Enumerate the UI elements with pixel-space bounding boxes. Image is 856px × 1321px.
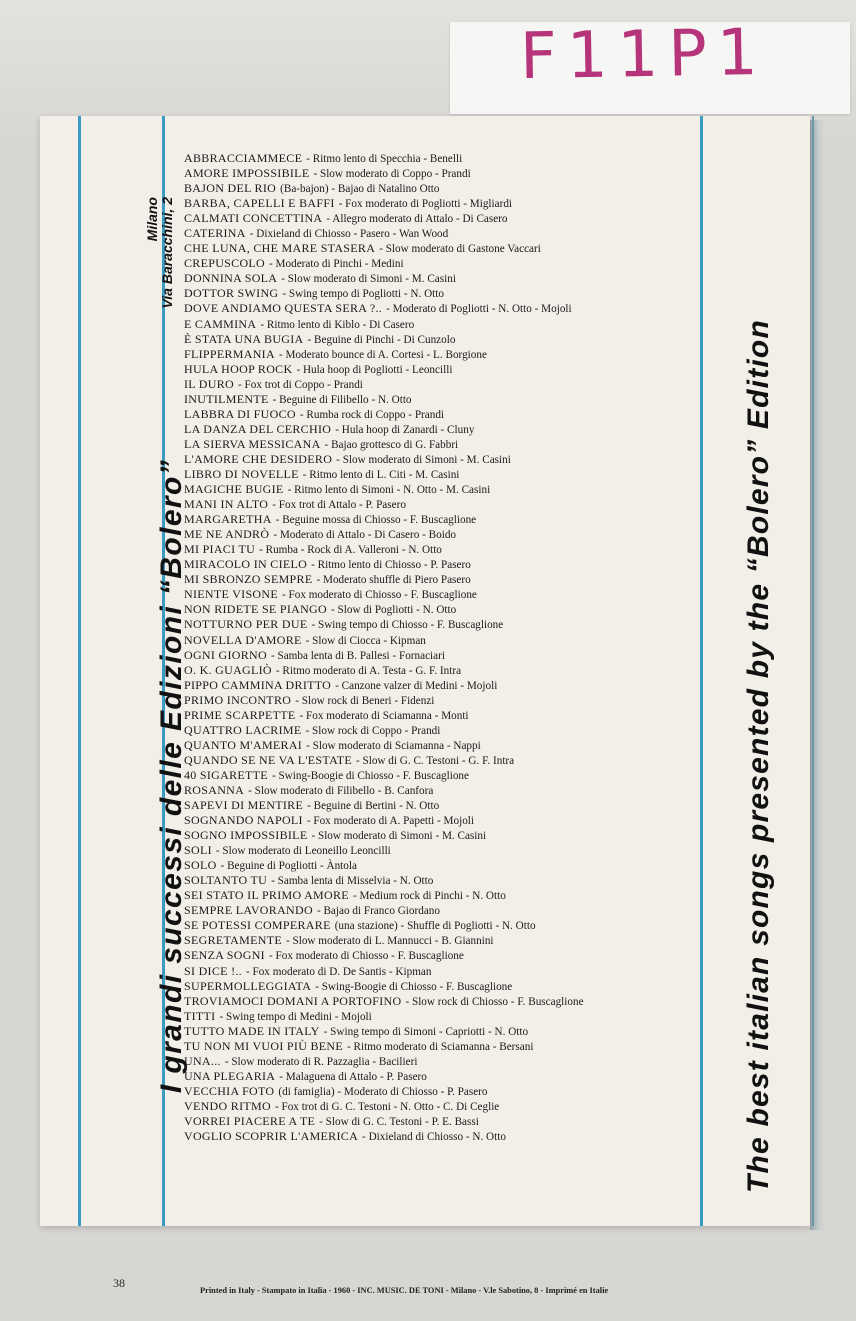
publisher-address bbox=[145, 197, 177, 457]
song-entry bbox=[184, 1024, 724, 1039]
song-details: - Rumba - Rock di A. Valleroni - N. Otto bbox=[259, 544, 442, 557]
song-entry bbox=[184, 497, 724, 512]
song-entry bbox=[184, 557, 724, 572]
song-details: - Ritmo lento di L. Citi - M. Casini bbox=[302, 468, 460, 481]
song-entry bbox=[184, 738, 724, 753]
song-title: SOGNANDO NAPOLI bbox=[184, 813, 303, 828]
song-title: TROVIAMOCI DOMANI A PORTOFINO bbox=[184, 993, 402, 1008]
song-details: - Ritmo moderato di Sciamanna - Bersani bbox=[347, 1040, 534, 1053]
song-title: IL DURO bbox=[184, 376, 234, 391]
song-details: - Slow moderato di Gastone Vaccari bbox=[379, 243, 541, 256]
song-details: - Fox moderato di Chiosso - F. Buscaglione bbox=[282, 589, 477, 602]
song-entry bbox=[184, 587, 724, 602]
song-entry bbox=[184, 648, 724, 663]
song-details: - Samba lenta di Misselvia - N. Otto bbox=[271, 875, 434, 888]
song-title: NON RIDETE SE PIANGO bbox=[184, 602, 327, 617]
song-entry bbox=[184, 964, 724, 979]
song-title: QUATTRO LACRIME bbox=[184, 722, 302, 737]
song-title: QUANDO SE NE VA L'ESTATE bbox=[184, 752, 352, 767]
song-details: - Slow rock di Coppo - Prandi bbox=[305, 724, 441, 737]
song-details: - Allegro moderato di Attalo - Di Casero bbox=[326, 213, 508, 226]
song-title: MANI IN ALTO bbox=[184, 497, 269, 512]
address-city: Milano bbox=[144, 197, 160, 242]
song-details: - Slow moderato di Sciamanna - Nappi bbox=[306, 739, 481, 752]
song-entry bbox=[184, 633, 724, 648]
song-details: - Ritmo lento di Simoni - N. Otto - M. Casini bbox=[287, 484, 491, 497]
song-title: CREPUSCOLO bbox=[184, 256, 266, 271]
song-entry bbox=[184, 572, 724, 587]
song-title: QUANTO M'AMERAI bbox=[184, 737, 303, 752]
song-title: ABBRACCIAMMECE bbox=[184, 151, 303, 165]
song-details: - Hula hoop di Zanardi - Cluny bbox=[335, 423, 475, 436]
song-details: - Fox trot di Coppo - Prandi bbox=[237, 378, 363, 391]
song-entry bbox=[184, 994, 724, 1009]
song-details: - Swing-Boogie di Chiosso - F. Buscaglione bbox=[315, 980, 513, 993]
song-details: (una stazione) - Shuffle di Pogliotti - N. Otto bbox=[334, 920, 536, 933]
song-details: - Bajao di Franco Giordano bbox=[316, 905, 440, 918]
song-details: - Slow moderato di Coppo - Prandi bbox=[313, 168, 471, 181]
song-entry bbox=[184, 768, 724, 783]
song-details: - Beguine mossa di Chiosso - F. Buscaglione bbox=[275, 514, 477, 527]
song-title: DONNINA SOLA bbox=[184, 271, 278, 286]
song-entry bbox=[184, 1069, 724, 1084]
song-title: MI PIACI TU bbox=[184, 542, 256, 557]
song-details: - Canzone valzer di Medini - Mojoli bbox=[335, 679, 498, 692]
song-title: LIBRO DI NOVELLE bbox=[184, 466, 299, 481]
song-title: NOVELLA D'AMORE bbox=[184, 632, 302, 647]
song-details: - Rumba rock di Coppo - Prandi bbox=[299, 408, 445, 421]
song-entry bbox=[184, 1009, 724, 1024]
song-details: - Ritmo lento di Kiblo - Di Casero bbox=[260, 318, 415, 331]
song-title: SOLO bbox=[184, 858, 217, 873]
song-entry bbox=[184, 407, 724, 422]
song-entry bbox=[184, 888, 724, 903]
song-details: - Slow rock di Chiosso - F. Buscaglione bbox=[405, 995, 584, 1008]
song-details: - Fox moderato di Chiosso - F. Buscaglione bbox=[268, 950, 464, 963]
vertical-edition-title: The best italian songs presented by the “Bolero” Edition bbox=[742, 319, 775, 1193]
song-title: SENZA SOGNI bbox=[184, 948, 265, 963]
song-entry bbox=[184, 527, 724, 542]
song-details: - Medium rock di Pinchi - N. Otto bbox=[352, 890, 506, 903]
right-stripe-outer bbox=[812, 116, 814, 1226]
song-title: UNA... bbox=[184, 1053, 221, 1068]
song-entry bbox=[184, 602, 724, 617]
song-details: - Swing tempo di Medini - Mojoli bbox=[219, 1010, 372, 1023]
song-details: - Swing tempo di Simoni - Capriotti - N. Otto bbox=[323, 1025, 529, 1038]
song-details: - Ritmo lento di Specchia - Benelli bbox=[306, 153, 463, 165]
song-details: - Fox trot di G. C. Testoni - N. Otto - C. Di Ceglie bbox=[274, 1100, 500, 1113]
song-title: SEMPRE LAVORANDO bbox=[184, 903, 313, 918]
song-entry bbox=[184, 211, 724, 226]
song-entry bbox=[184, 422, 724, 437]
song-entry bbox=[184, 467, 724, 482]
song-details: - Slow moderato di R. Pazzaglia - Bacilieri bbox=[224, 1055, 418, 1068]
song-title: SUPERMOLLEGGIATA bbox=[184, 978, 312, 993]
song-title: NOTTURNO PER DUE bbox=[184, 617, 308, 632]
song-entry bbox=[184, 181, 724, 196]
song-entry bbox=[184, 858, 724, 873]
song-entry bbox=[184, 933, 724, 948]
song-entry bbox=[184, 979, 724, 994]
song-details: - Beguine di Bertini - N. Otto bbox=[307, 800, 440, 813]
song-entry bbox=[184, 783, 724, 798]
song-details: - Malaguena di Attalo - P. Pasero bbox=[279, 1070, 427, 1083]
song-details: - Beguine di Pogliotti - Àntola bbox=[220, 860, 357, 873]
song-title: CALMATI CONCETTINA bbox=[184, 211, 323, 226]
song-entry bbox=[184, 377, 724, 392]
song-title: INUTILMENTE bbox=[184, 391, 269, 406]
song-details: - Beguine di Pinchi - Di Cunzolo bbox=[307, 333, 456, 346]
song-details: - Fox moderato di D. De Santis - Kipman bbox=[245, 965, 432, 978]
song-title: SAPEVI DI MENTIRE bbox=[184, 798, 304, 813]
printer-footer: Printed in Italy - Stampato in Italia - 1960 - INC. MUSIC. DE TONI - Milano - V.le Sabotino, 8 - Imprimé en Italie bbox=[200, 1286, 609, 1295]
song-title: UNA PLEGARIA bbox=[184, 1068, 276, 1083]
song-details: - Moderato shuffle di Piero Pasero bbox=[316, 574, 471, 587]
song-entry bbox=[184, 512, 724, 527]
song-title: PRIME SCARPETTE bbox=[184, 707, 296, 722]
song-title: CHE LUNA, CHE MARE STASERA bbox=[184, 241, 376, 256]
song-entry bbox=[184, 1039, 724, 1054]
song-details: - Slow di Pogliotti - N. Otto bbox=[331, 604, 457, 617]
song-entry bbox=[184, 226, 724, 241]
song-details: - Slow moderato di Leoneillo Leoncilli bbox=[215, 845, 391, 858]
song-entry bbox=[184, 693, 724, 708]
song-details: - Fox trot di Attalo - P. Pasero bbox=[272, 499, 406, 512]
song-entry bbox=[184, 828, 724, 843]
song-details: - Beguine di Filibello - N. Otto bbox=[272, 393, 412, 406]
song-details: - Slow moderato di L. Mannucci - B. Giannini bbox=[285, 935, 494, 948]
page-number: 38 bbox=[113, 1276, 125, 1290]
song-details: (di famiglia) - Moderato di Chiosso - P. Pasero bbox=[278, 1085, 488, 1098]
song-title: PRIMO INCONTRO bbox=[184, 692, 292, 707]
song-entry bbox=[184, 317, 724, 332]
song-entry bbox=[184, 286, 724, 301]
song-entry bbox=[184, 482, 724, 497]
inventory-code: F11P1 bbox=[519, 15, 769, 95]
song-details: - Moderato di Pinchi - Medini bbox=[269, 258, 404, 271]
vertical-title: I grandi successi delle Edizioni “Bolero” bbox=[155, 458, 188, 1094]
song-entry bbox=[184, 663, 724, 678]
song-details: - Slow rock di Beneri - Fidenzi bbox=[295, 694, 435, 707]
song-title: AMORE IMPOSSIBILE bbox=[184, 166, 310, 181]
song-details: - Slow moderato di Simoni - M. Casini bbox=[311, 830, 487, 843]
song-title: SOLI bbox=[184, 843, 212, 858]
song-details: - Moderato di Pogliotti - N. Otto - Mojoli bbox=[386, 303, 572, 316]
song-details: - Fox moderato di A. Papetti - Mojoli bbox=[306, 815, 475, 828]
song-details: - Swing-Boogie di Chiosso - F. Buscaglione bbox=[271, 769, 469, 782]
song-details: - Slow moderato di Simoni - M. Casini bbox=[281, 273, 456, 286]
song-entry bbox=[184, 903, 724, 918]
song-title: CATERINA bbox=[184, 226, 246, 241]
song-title: DOVE ANDIAMO QUESTA SERA ?.. bbox=[184, 301, 383, 316]
song-title: SOLTANTO TU bbox=[184, 873, 268, 888]
song-entry bbox=[184, 813, 724, 828]
song-details: - Ritmo moderato di A. Testa - G. F. Intra bbox=[275, 664, 462, 677]
song-title: MI SBRONZO SEMPRE bbox=[184, 572, 313, 587]
song-title: O. K. GUAGLIÒ bbox=[184, 662, 272, 677]
song-title: LA DANZA DEL CERCHIO bbox=[184, 421, 332, 436]
song-details: - Slow moderato di Filibello - B. Canfora bbox=[248, 784, 434, 797]
song-details: - Fox moderato di Pogliotti - Migliardi bbox=[338, 198, 513, 211]
song-title: MAGICHE BUGIE bbox=[184, 482, 284, 497]
song-details: - Slow di G. C. Testoni - G. F. Intra bbox=[355, 754, 515, 767]
song-title: VORREI PIACERE A TE bbox=[184, 1114, 316, 1128]
song-entry bbox=[184, 948, 724, 963]
song-title: TITTI bbox=[184, 1008, 216, 1023]
song-entry bbox=[184, 723, 724, 738]
song-details: - Moderato di Attalo - Di Casero - Boido bbox=[273, 529, 457, 542]
address-street: Via Baracchini, 2 bbox=[159, 197, 175, 309]
song-title: LABBRA DI FUOCO bbox=[184, 406, 296, 421]
song-details: - Slow di Ciocca - Kipman bbox=[305, 634, 426, 647]
song-details: - Bajao grottesco di G. Fabbri bbox=[324, 438, 459, 451]
song-entry bbox=[184, 617, 724, 632]
song-title: TUTTO MADE IN ITALY bbox=[184, 1023, 320, 1038]
song-title: È STATA UNA BUGIA bbox=[184, 331, 304, 346]
song-entry bbox=[184, 1084, 724, 1099]
song-title: BARBA, CAPELLI E BAFFI bbox=[184, 196, 335, 211]
song-title: TU NON MI VUOI PIÙ BENE bbox=[184, 1038, 344, 1053]
song-entry bbox=[184, 301, 724, 316]
song-entry bbox=[184, 1114, 724, 1129]
song-title: HULA HOOP ROCK bbox=[184, 361, 293, 376]
song-details: - Samba lenta di B. Pallesi - Fornaciari bbox=[270, 649, 445, 662]
song-title: SEI STATO IL PRIMO AMORE bbox=[184, 888, 349, 903]
song-entry bbox=[184, 452, 724, 467]
song-title: BAJON DEL RIO bbox=[184, 181, 277, 196]
song-title: FLIPPERMANIA bbox=[184, 346, 275, 361]
song-entry bbox=[184, 196, 724, 211]
song-entry bbox=[184, 332, 724, 347]
song-title: VECCHIA FOTO bbox=[184, 1083, 275, 1098]
song-entry bbox=[184, 873, 724, 888]
song-title: NIENTE VISONE bbox=[184, 587, 278, 602]
song-list bbox=[184, 151, 724, 1144]
song-entry bbox=[184, 362, 724, 377]
song-details: - Dixieland di Chiosso - Pasero - Wan Wood bbox=[249, 228, 449, 241]
song-title: SOGNO IMPOSSIBILE bbox=[184, 828, 308, 843]
song-details: - Ritmo lento di Chiosso - P. Pasero bbox=[311, 559, 471, 572]
song-title: ROSANNA bbox=[184, 782, 245, 797]
song-title: E CAMMINA bbox=[184, 316, 257, 331]
song-title: DOTTOR SWING bbox=[184, 286, 279, 301]
song-entry bbox=[184, 347, 724, 362]
song-details: (Ba-bajon) - Bajao di Natalino Otto bbox=[280, 183, 440, 196]
song-title: 40 SIGARETTE bbox=[184, 767, 268, 782]
song-entry bbox=[184, 1054, 724, 1069]
song-entry bbox=[184, 678, 724, 693]
song-title: MARGARETHA bbox=[184, 512, 272, 527]
song-entry bbox=[184, 843, 724, 858]
song-details: - Swing tempo di Pogliotti - N. Otto bbox=[282, 288, 444, 301]
song-entry bbox=[184, 241, 724, 256]
song-details: - Hula hoop di Pogliotti - Leoncilli bbox=[296, 363, 453, 376]
song-details: - Slow di G. C. Testoni - P. E. Bassi bbox=[319, 1116, 479, 1128]
song-details: - Moderato bounce di A. Cortesi - L. Borgione bbox=[278, 348, 487, 361]
song-title: LA SIERVA MESSICANA bbox=[184, 436, 321, 451]
song-entry bbox=[184, 166, 724, 181]
song-entry bbox=[184, 437, 724, 452]
song-entry bbox=[184, 1129, 724, 1144]
song-details: - Dixieland di Chiosso - N. Otto bbox=[362, 1131, 506, 1144]
song-details: - Fox moderato di Sciamanna - Monti bbox=[299, 709, 469, 722]
song-entry bbox=[184, 151, 724, 166]
song-entry bbox=[184, 798, 724, 813]
song-entry bbox=[184, 1099, 724, 1114]
song-title: MIRACOLO IN CIELO bbox=[184, 557, 308, 572]
song-title: PIPPO CAMMINA DRITTO bbox=[184, 677, 332, 692]
song-entry bbox=[184, 392, 724, 407]
song-entry bbox=[184, 753, 724, 768]
song-title: SI DICE !.. bbox=[184, 963, 242, 978]
song-details: - Swing tempo di Chiosso - F. Buscaglione bbox=[311, 619, 504, 632]
left-stripe-outer bbox=[78, 116, 81, 1226]
song-entry bbox=[184, 542, 724, 557]
song-title: SE POTESSI COMPERARE bbox=[184, 918, 331, 933]
song-title: L'AMORE CHE DESIDERO bbox=[184, 451, 333, 466]
song-entry bbox=[184, 708, 724, 723]
song-title: ME NE ANDRÒ bbox=[184, 527, 270, 542]
song-entry bbox=[184, 918, 724, 933]
song-title: VOGLIO SCOPRIR L'AMERICA bbox=[184, 1129, 359, 1144]
song-details: - Slow moderato di Simoni - M. Casini bbox=[336, 453, 511, 466]
song-title: VENDO RITMO bbox=[184, 1098, 271, 1113]
song-title: OGNI GIORNO bbox=[184, 647, 267, 662]
song-title: SEGRETAMENTE bbox=[184, 933, 282, 948]
song-entry bbox=[184, 271, 724, 286]
song-entry bbox=[184, 256, 724, 271]
